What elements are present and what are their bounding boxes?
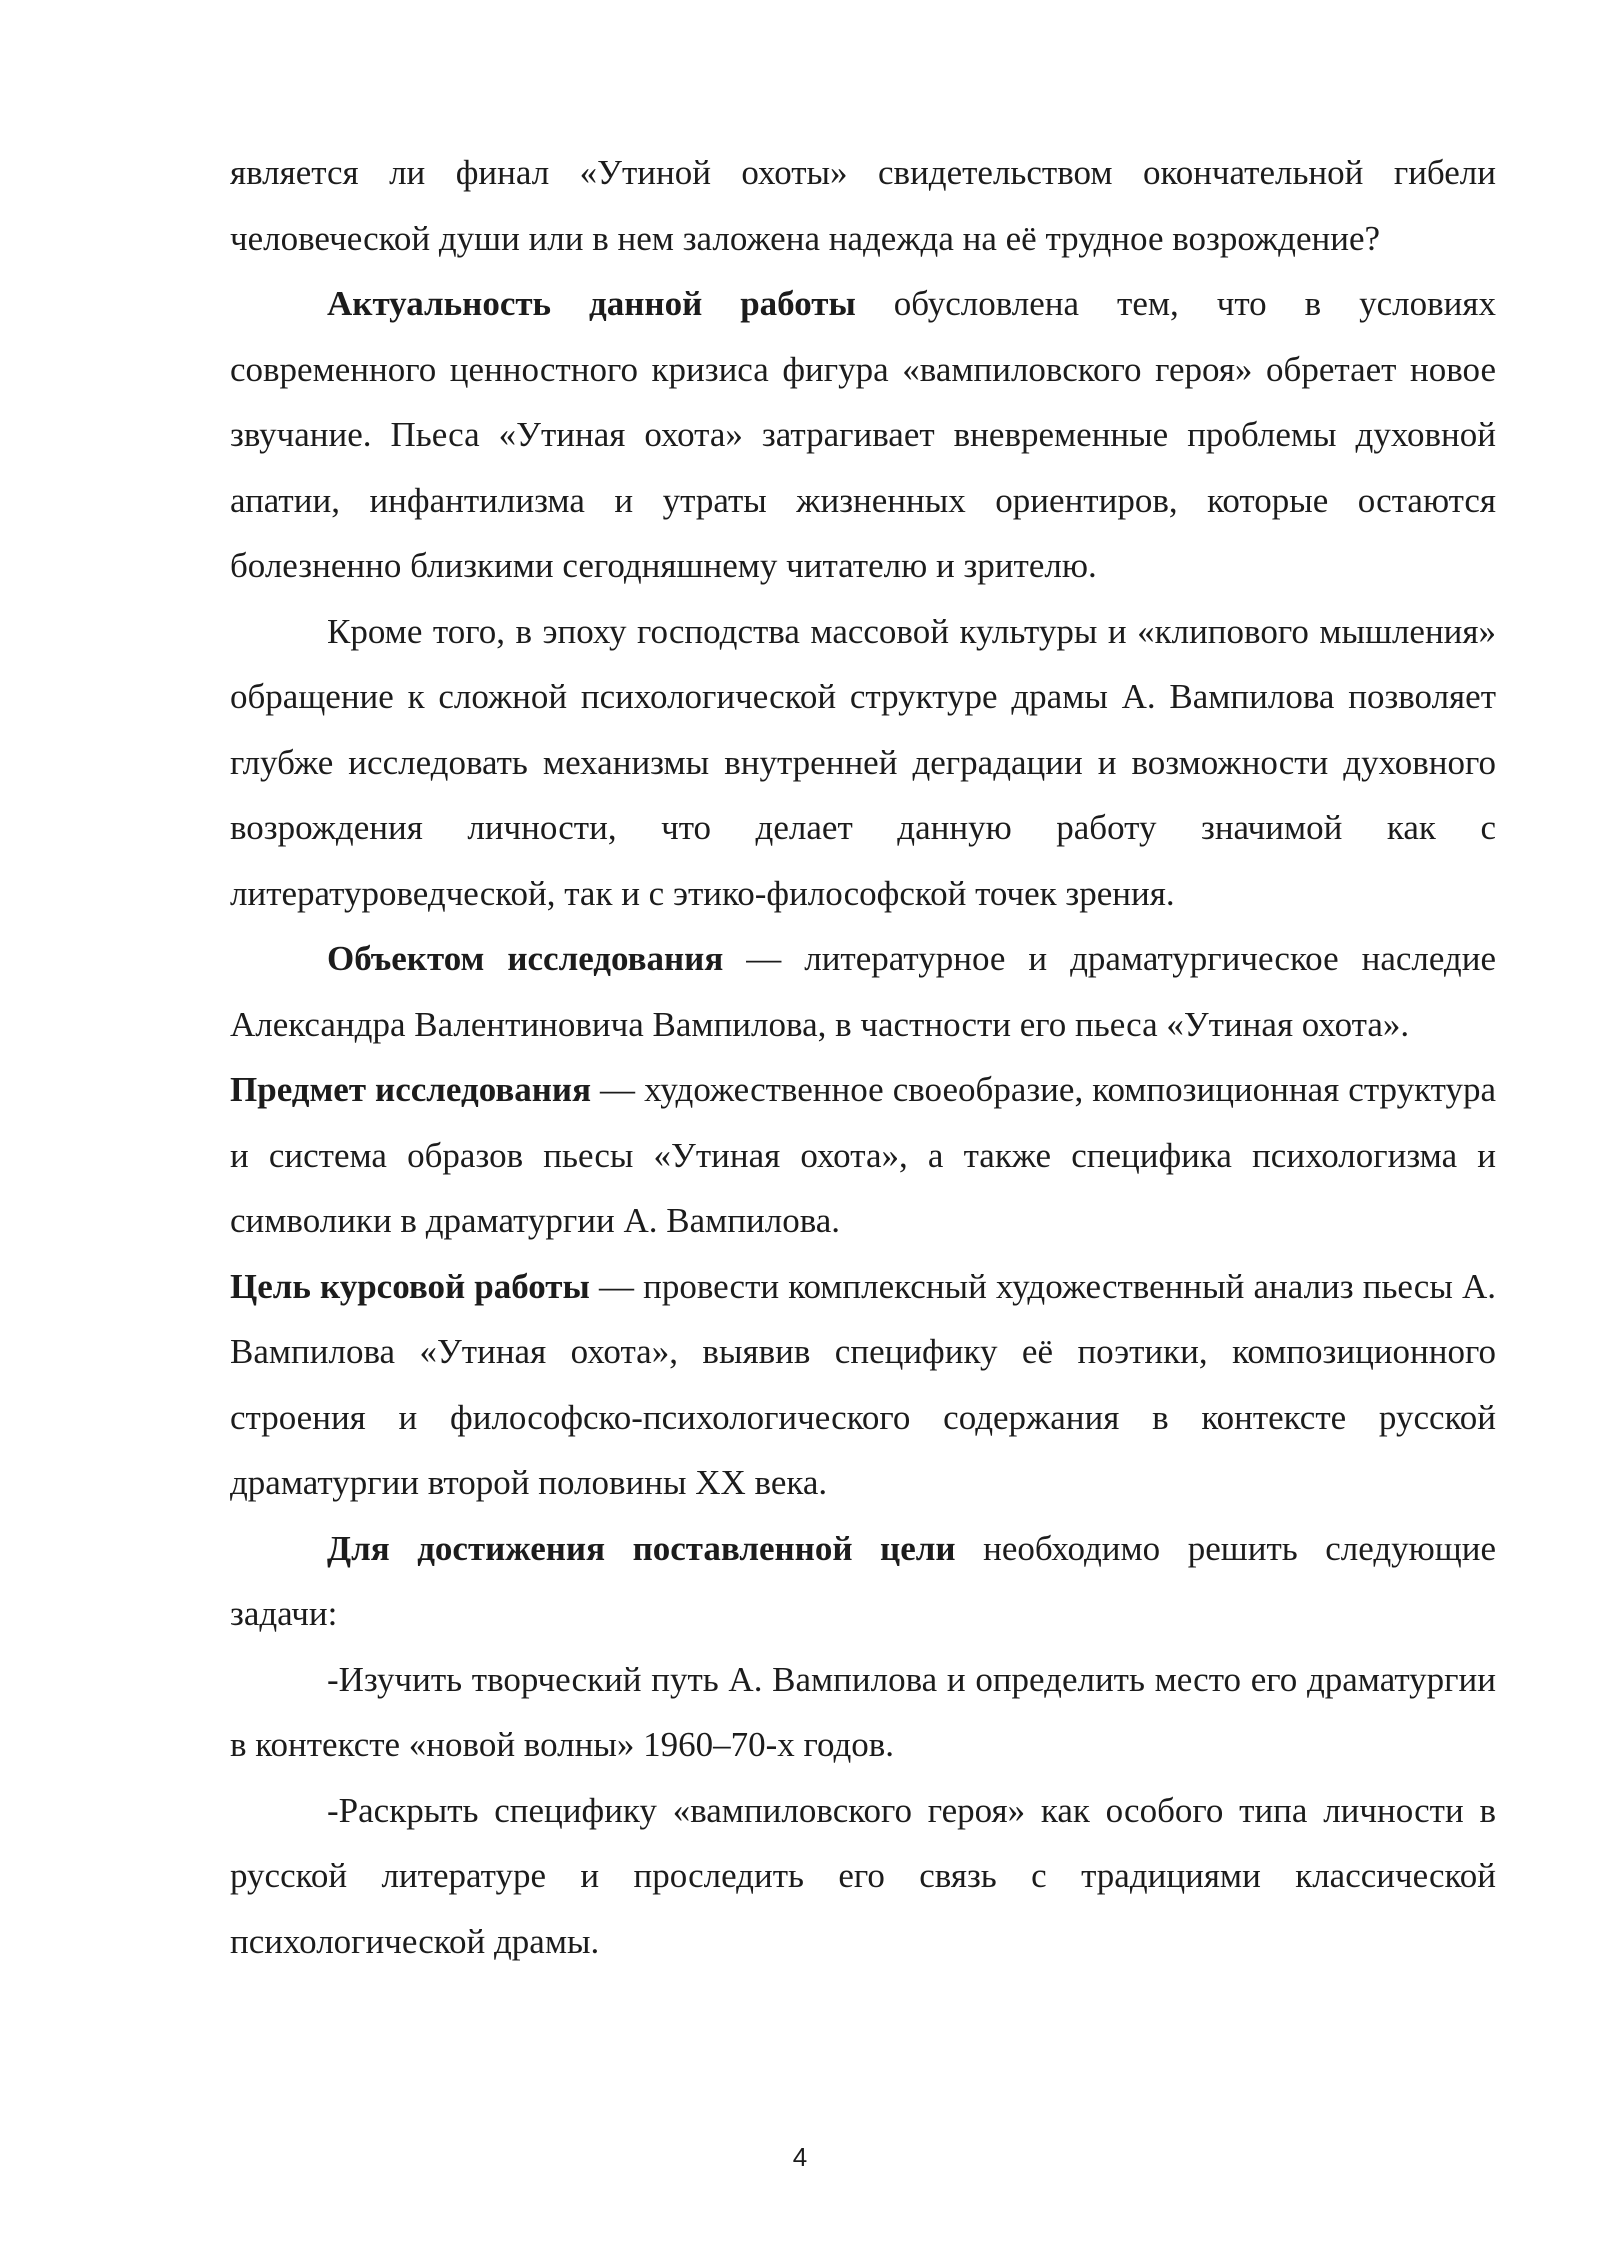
paragraph-tasks-intro	[230, 1516, 1496, 1647]
paragraph-lead-bold: Актуальность данной работы	[327, 284, 856, 323]
paragraph-relevance	[230, 271, 1496, 599]
paragraph-context	[230, 599, 1496, 927]
page-number: 4	[792, 2142, 808, 2172]
paragraph-object	[230, 926, 1496, 1057]
paragraph-goal	[230, 1254, 1496, 1516]
paragraph-text: — литературное и драматургическое наследие Александра Валентиновича Вампилова, в частности его пьеса «Утиная охота».	[230, 939, 1497, 1044]
paragraph-text: является ли финал «Утиной охоты» свидетельством окончательной гибели человеческой души или в нем заложена надежда на её трудное возрождение?	[230, 153, 1496, 258]
paragraph-subject	[230, 1057, 1496, 1254]
paragraph-text: Кроме того, в эпоху господства массовой культуры и «клипового мышления» обращение к сложной психологической структуре драмы А. Вампилова позволяет глубже исследовать механизмы внутренней деградации и возможности духовного возрождения личности, что делает данную работу значимой как с литературоведческой, так и с этико-философской точек зрения.	[230, 611, 1496, 913]
document-body	[230, 140, 1496, 1974]
paragraph-text: — художественное своеобразие, композиционная структура и система образов пьесы «Утиная охота», а также специфика психологизма и символики в драматургии А. Вампилова.	[230, 1070, 1497, 1240]
paragraph-text: -Раскрыть специфику «вампиловского героя» как особого типа личности в русской литературе и проследить его связь с традициями классической психологической драмы.	[230, 1790, 1496, 1961]
paragraph-text: — провести комплексный художественный анализ пьесы А. Вампилова «Утиная охота», выявив специфику её поэтики, композиционного строения и философско-психологического содержания в контексте русской драматургии второй половины XX века.	[230, 1266, 1497, 1502]
task-item-2	[230, 1778, 1496, 1975]
paragraph-lead-bold: Цель курсовой работы	[230, 1266, 590, 1306]
paragraph-text: необходимо решить следующие задачи:	[230, 1528, 1496, 1633]
paragraph-lead-bold: Предмет исследования	[230, 1070, 592, 1109]
paragraph-lead-bold: Для достижения поставленной цели	[327, 1528, 956, 1568]
paragraph-text: -Изучить творческий путь А. Вампилова и определить место его драматургии в контексте «новой волны» 1960–70-х годов.	[230, 1659, 1496, 1764]
paragraph-lead-bold: Объектом исследования	[327, 939, 724, 978]
task-item-1	[230, 1647, 1496, 1778]
paragraph-continuation	[230, 140, 1496, 271]
paragraph-text: обусловлена тем, что в условиях современного ценностного кризиса фигура «вампиловского героя» обретает новое звучание. Пьеса «Утиная охота» затрагивает вневременные проблемы духовной апатии, инфантилизма и утраты жизненных ориентиров, которые остаются болезненно близкими сегодняшнему читателю и зрителю.	[230, 284, 1496, 585]
